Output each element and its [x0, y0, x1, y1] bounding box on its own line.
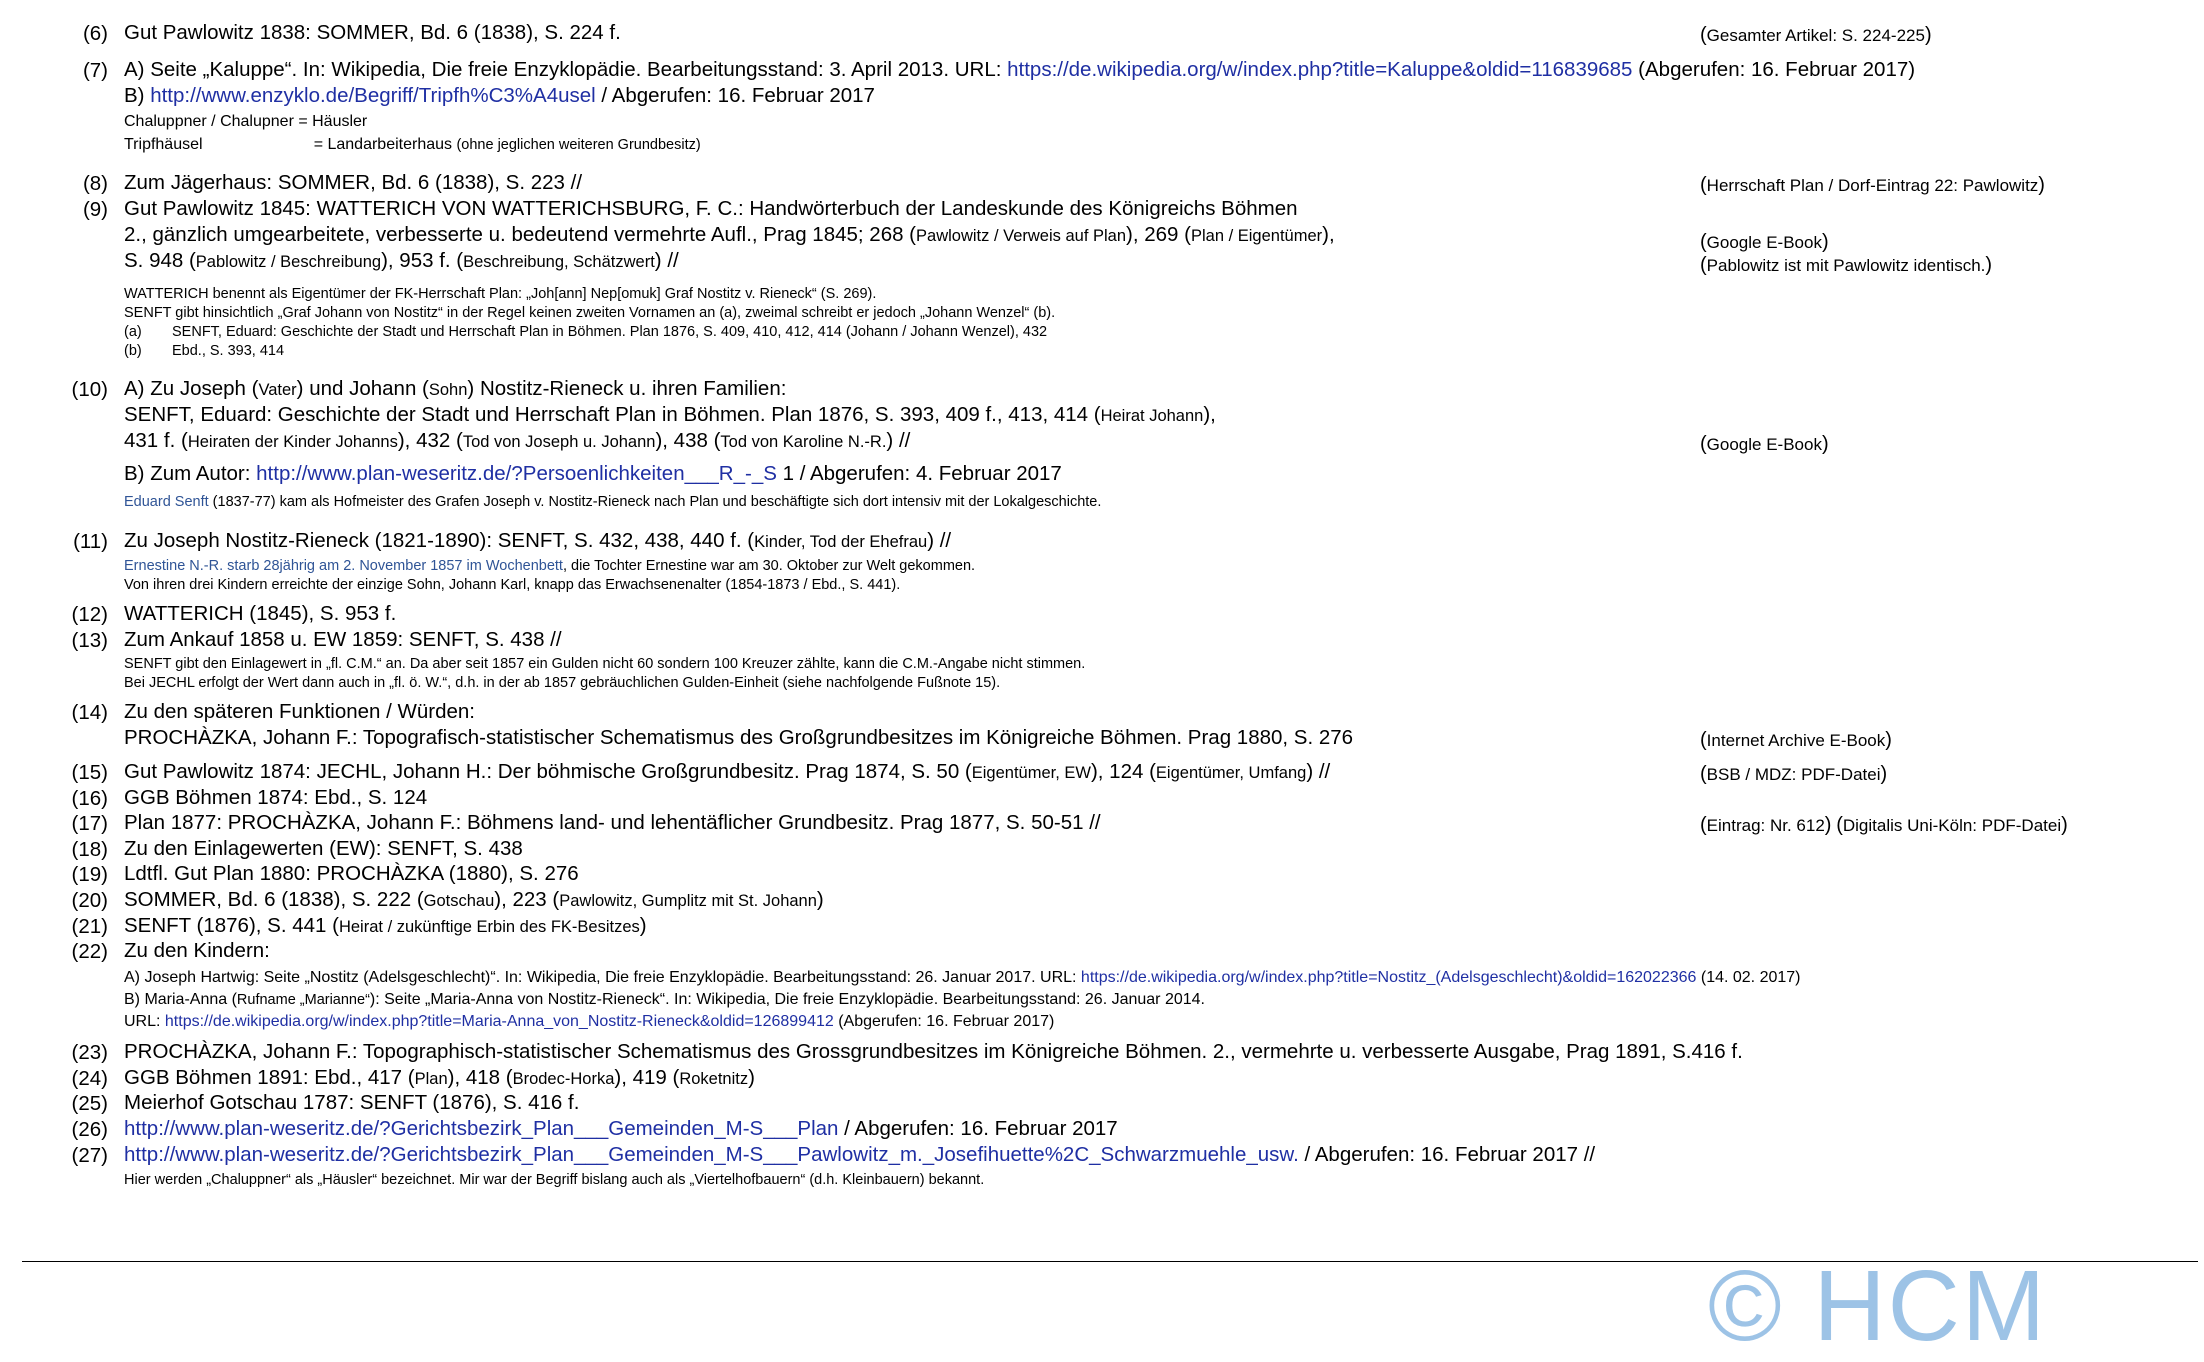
footnote-line-fn9-b: 2., gänzlich umgearbeitete, verbesserte u. bedeutend vermehrte Aufl., Prag 1845; 268 (Pawlowitz / Verweis auf Plan), 269 (Plan / Eigentümer), — [124, 223, 1335, 246]
footnote-fn13: Zum Ankauf 1858 u. EW 1859: SENFT, S. 438 // — [124, 628, 562, 651]
footnote-fn23: PROCHÀZKA, Johann F.: Topographisch-statistischer Schematismus des Grossgrundbesitzes im Königreiche Böhmen. 2., vermehrte u. verbesserte Ausgabe, Prag 1891, S.416 f. — [124, 1040, 1743, 1063]
footnote-number: (21) — [71, 915, 108, 938]
source-note: (Google E-Book) — [1700, 231, 1829, 253]
footnote-number: (27) — [71, 1144, 108, 1167]
footnote-line-fn9-f: (a) SENFT, Eduard: Geschichte der Stadt und Herrschaft Plan in Böhmen. Plan 1876, S. 409, 410, 412, 414 (Johann / Johann Wenzel), 432 — [124, 324, 1048, 340]
footnote-line-fn9-c: S. 948 (Pablowitz / Beschreibung), 953 f. (Beschreibung, Schätzwert) // — [124, 249, 679, 272]
footnote-line-fn7-d: Tripfhäusel = Landarbeiterhaus (ohne jeglichen weiteren Grundbesitz) — [124, 136, 701, 153]
footnote-number: (22) — [71, 940, 108, 963]
footnote-number: (14) — [71, 701, 108, 724]
source-note: (Pablowitz ist mit Pawlowitz identisch.) — [1700, 254, 1993, 276]
footnote-line-fn11-b: Ernestine N.-R. starb 28jährig am 2. November 1857 im Wochenbett, die Tochter Ernestine war am 30. Oktober zur Welt gekommen. — [124, 558, 976, 574]
footnote-line-fn11-c: Von ihren drei Kindern erreichte der einzige Sohn, Johann Karl, knapp das Erwachsenenalter (1854-1873 / Ebd., S. 441). — [124, 577, 901, 593]
source-note: (Internet Archive E-Book) — [1700, 729, 1892, 751]
footnote-fn9: Gut Pawlowitz 1845: WATTERICH VON WATTERICHSBURG, F. C.: Handwörterbuch der Landeskunde des Königreichs Böhmen — [124, 197, 1298, 220]
link[interactable]: http://www.plan-weseritz.de/?Gerichtsbezirk_Plan___Gemeinden_M-S___Plan — [124, 1117, 839, 1140]
footnote-fn22: Zu den Kindern: — [124, 939, 270, 962]
footnote-number: (26) — [71, 1118, 108, 1141]
footnote-line-fn9-e: SENFT gibt hinsichtlich „Graf Johann von Nostitz“ in der Regel keinen zweiten Vornamen an (a), zweimal schreibt er jedoch „Johann Wenzel“ (b). — [124, 305, 1056, 321]
footnote-fn16: GGB Böhmen 1874: Ebd., S. 124 — [124, 786, 428, 809]
copyright-logo: © HCM — [1708, 1250, 2048, 1362]
footnote-number: (10) — [71, 378, 108, 401]
footnote-fn17: Plan 1877: PROCHÀZKA, Johann F.: Böhmens land- und lehentäflicher Grundbesitz. Prag 1877, S. 50-51 // — [124, 811, 1101, 834]
link[interactable]: http://www.plan-weseritz.de/?Persoenlichkeiten___R_-_S — [256, 462, 777, 485]
footnote-number: (20) — [71, 889, 108, 912]
footnote-line-fn10-b: SENFT, Eduard: Geschichte der Stadt und Herrschaft Plan in Böhmen. Plan 1876, S. 393, 409 f., 413, 414 (Heirat Johann), — [124, 403, 1216, 426]
footnote-fn8: Zum Jägerhaus: SOMMER, Bd. 6 (1838), S. 223 // — [124, 171, 583, 194]
footnote-line-fn27-b: Hier werden „Chaluppner“ als „Häusler“ bezeichnet. Mir war der Begriff bislang auch als „Viertelhofbauern“ (d.h. Kleinbauern) bekannt. — [124, 1172, 985, 1188]
source-note: (BSB / MDZ: PDF-Datei) — [1700, 763, 1888, 785]
footnote-fn18: Zu den Einlagewerten (EW): SENFT, S. 438 — [124, 837, 523, 860]
footnote-number: (13) — [71, 629, 108, 652]
footnote-line-fn22-c: B) Maria-Anna (Rufname „Marianne“): Seite „Maria-Anna von Nostitz-Rieneck“. In: Wikipedia, Die freie Enzyklopädie. Bearbeitungsstand: 26. Januar 2014. — [124, 991, 1205, 1008]
link[interactable]: https://de.wikipedia.org/w/index.php?title=Kaluppe&oldid=116839685 — [1007, 58, 1633, 81]
footnote-number: (7) — [82, 59, 108, 82]
footnote-number: (19) — [71, 863, 108, 886]
footnote-line-fn10-c: 431 f. (Heiraten der Kinder Johanns), 432 (Tod von Joseph u. Johann), 438 (Tod von Karoline N.-R.) // — [124, 429, 911, 452]
footnote-fn15: Gut Pawlowitz 1874: JECHL, Johann H.: Der böhmische Großgrundbesitz. Prag 1874, S. 50 (Eigentümer, EW), 124 (Eigentümer, Umfang) // — [124, 760, 1331, 783]
footnote-fn12: WATTERICH (1845), S. 953 f. — [124, 602, 397, 625]
footnote-number: (16) — [71, 787, 108, 810]
footnote-fn20: SOMMER, Bd. 6 (1838), S. 222 (Gotschau), 223 (Pawlowitz, Gumplitz mit St. Johann) — [124, 888, 824, 911]
link[interactable]: http://www.plan-weseritz.de/?Gerichtsbezirk_Plan___Gemeinden_M-S___Pawlowitz_m._Josefihuette%2C_Schwarzmuehle_usw. — [124, 1143, 1299, 1166]
footnote-line-fn9-d: WATTERICH benennt als Eigentümer der FK-Herrschaft Plan: „Joh[ann] Nep[omuk] Graf Nostitz v. Rieneck“ (S. 269). — [124, 286, 877, 302]
footnote-number: (18) — [71, 838, 108, 861]
footnote-fn25: Meierhof Gotschau 1787: SENFT (1876), S. 416 f. — [124, 1091, 580, 1114]
footnote-fn6: Gut Pawlowitz 1838: SOMMER, Bd. 6 (1838), S. 224 f. — [124, 21, 621, 44]
footnote-fn21: SENFT (1876), S. 441 (Heirat / zukünftige Erbin des FK-Besitzes) — [124, 914, 647, 937]
footnote-fn11: Zu Joseph Nostitz-Rieneck (1821-1890): SENFT, S. 432, 438, 440 f. (Kinder, Tod der Ehefrau) // — [124, 529, 952, 552]
footnote-line-fn10-d: B) Zum Autor: http://www.plan-weseritz.de/?Persoenlichkeiten___R_-_S 1 / Abgerufen: 4. Februar 2017 — [124, 462, 1062, 485]
link[interactable]: https://de.wikipedia.org/w/index.php?title=Maria-Anna_von_Nostitz-Rieneck&oldid=126899412 — [164, 1013, 834, 1030]
source-note: (Gesamter Artikel: S. 224-225) — [1700, 24, 1932, 46]
footnote-line-fn13-c: Bei JECHL erfolgt der Wert dann auch in „fl. ö. W.“, d.h. in der ab 1857 gebräuchlichen Gulden-Einheit (siehe nachfolgende Fußnote 15). — [124, 675, 1001, 691]
footnote-number: (6) — [82, 22, 108, 45]
footnote-line-fn9-g: (b) Ebd., S. 393, 414 — [124, 343, 285, 359]
footnote-line-fn14-b: PROCHÀZKA, Johann F.: Topografisch-statistischer Schematismus des Großgrundbesitzes im Königreiche Böhmen. Prag 1880, S. 276 — [124, 726, 1354, 749]
footnote-fn24: GGB Böhmen 1891: Ebd., 417 (Plan), 418 (Brodec-Horka), 419 (Roketnitz) — [124, 1066, 755, 1089]
footnote-number: (9) — [82, 198, 108, 221]
footnote-fn19: Ldtfl. Gut Plan 1880: PROCHÀZKA (1880), S. 276 — [124, 862, 579, 885]
footnote-line-fn22-d: URL: https://de.wikipedia.org/w/index.php?title=Maria-Anna_von_Nostitz-Rieneck&oldid=126899412 (Abgerufen: 16. Februar 2017) — [124, 1013, 1055, 1030]
footnote-fn7: A) Seite „Kaluppe“. In: Wikipedia, Die freie Enzyklopädie. Bearbeitungsstand: 3. April 2013. URL: https://de.wikipedia.org/w/index.php?title=Kaluppe&oldid=116839685 (Abgerufen: 16. Februar 2017) — [124, 58, 1916, 81]
footnote-number: (23) — [71, 1041, 108, 1064]
source-note: (Google E-Book) — [1700, 433, 1829, 455]
footnote-number: (12) — [71, 603, 108, 626]
footnote-number: (25) — [71, 1092, 108, 1115]
footnote-number: (24) — [71, 1067, 108, 1090]
footnote-number: (8) — [82, 172, 108, 195]
footnote-fn14: Zu den späteren Funktionen / Würden: — [124, 700, 475, 723]
link[interactable]: http://www.enzyklo.de/Begriff/Tripfh%C3%A4usel — [150, 84, 596, 107]
footnote-line-fn7-c: Chaluppner / Chalupner = Häusler — [124, 113, 368, 130]
footnote-number: (17) — [71, 812, 108, 835]
footnote-line-fn13-b: SENFT gibt den Einlagewert in „fl. C.M.“ an. Da aber seit 1857 ein Gulden nicht 60 sondern 100 Kreuzer zählte, kann die C.M.-Angabe nicht stimmen. — [124, 656, 1086, 672]
footnote-number: (15) — [71, 761, 108, 784]
source-note: (Herrschaft Plan / Dorf-Eintrag 22: Pawlowitz) — [1700, 174, 2045, 196]
link[interactable]: https://de.wikipedia.org/w/index.php?title=Nostitz_(Adelsgeschlecht)&oldid=162022366 — [1080, 969, 1697, 986]
footnote-line-fn22-b: A) Joseph Hartwig: Seite „Nostitz (Adelsgeschlecht)“. In: Wikipedia, Die freie Enzyklopädie. Bearbeitungsstand: 26. Januar 2017. URL: https://de.wikipedia.org/w/index.php?title=Nostitz_(Adelsgeschlecht)&oldid=162022366 (14. 02. 2017) — [124, 969, 1801, 986]
footnote-line-fn7-b: B) http://www.enzyklo.de/Begriff/Tripfh%C3%A4usel / Abgerufen: 16. Februar 2017 — [124, 84, 875, 107]
footnote-fn26: http://www.plan-weseritz.de/?Gerichtsbezirk_Plan___Gemeinden_M-S___Plan / Abgerufen: 16. Februar 2017 — [124, 1117, 1118, 1140]
footnote-fn27: http://www.plan-weseritz.de/?Gerichtsbezirk_Plan___Gemeinden_M-S___Pawlowitz_m._Josefihuette%2C_Schwarzmuehle_usw. / Abgerufen: 16. Februar 2017 // — [124, 1143, 1596, 1166]
footnote-number: (11) — [73, 530, 108, 553]
source-note: (Eintrag: Nr. 612) (Digitalis Uni-Köln: PDF-Datei) — [1700, 814, 2068, 836]
footnote-line-fn10-e: Eduard Senft (1837-77) kam als Hofmeister des Grafen Joseph v. Nostitz-Rieneck nach Plan und beschäftigte sich dort intensiv mit der Lokalgeschichte. — [124, 494, 1102, 510]
footnote-fn10: A) Zu Joseph (Vater) und Johann (Sohn) Nostitz-Rieneck u. ihren Familien: — [124, 377, 787, 400]
